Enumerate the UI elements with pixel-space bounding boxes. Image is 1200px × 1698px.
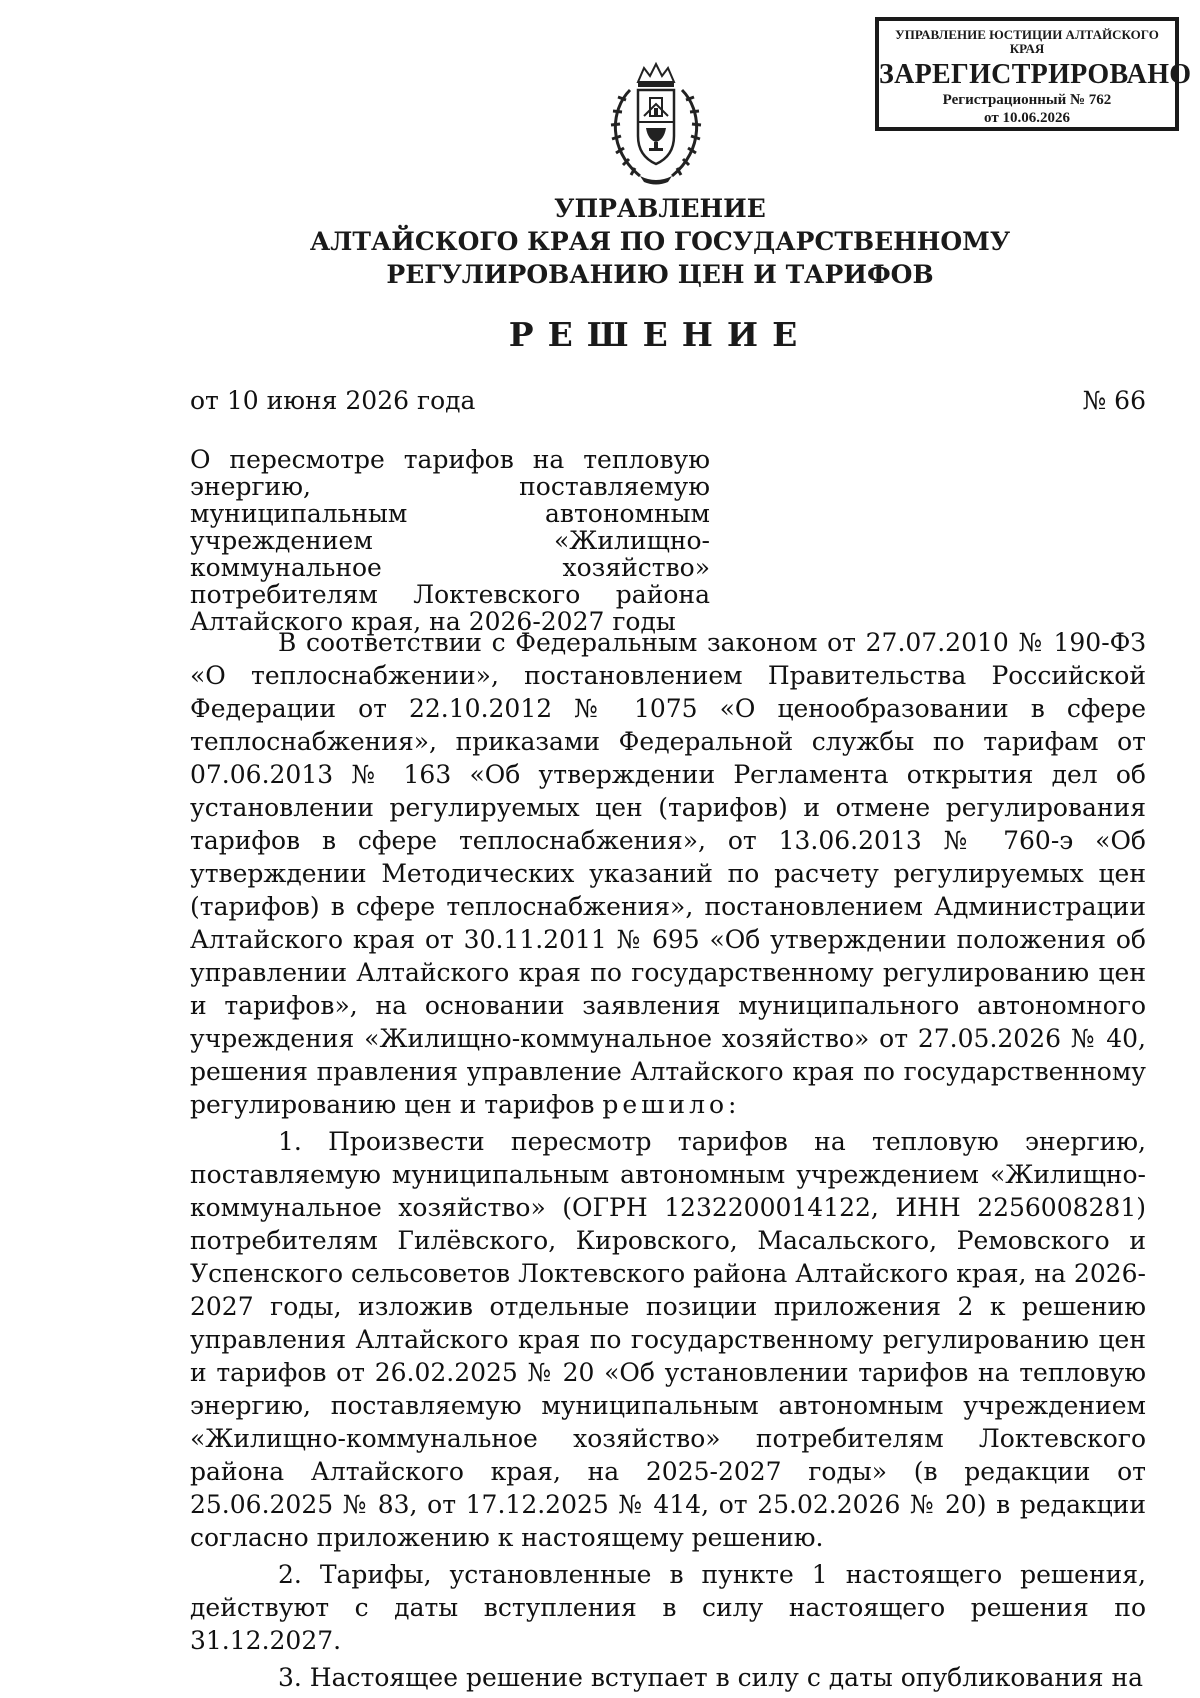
document-type: РЕШЕНИЕ [508, 315, 812, 354]
document-date: от 10 июня 2026 года [190, 386, 476, 415]
decided-word: решило: [602, 1090, 741, 1119]
item-1: 1. Произвести пересмотр тарифов на тепловую энергию, поставляемую муниципальным автономным учреждением «Жилищно-коммунальное хозяйство» (ОГРН 1232200014122, ИНН 2256008281) потребителям Гилёвского, Кировского, Масальского, Ремовского и Успенского сельсоветов Локтевского района Алтайского края, на 2026-2027 годы, изложив отдельные позиции приложения 2 к решению управления Алтайского края по государственному регулированию цен и тарифов от 26.02.2025 № 20 «Об установлении тарифов на тепловую энергию, поставляемую муниципальным автономным учреждением «Жилищно-коммунальное хозяйство» потребителям Локтевского района Алтайского края, на 2025-2027 годы» (в редакции от 25.06.2025 № 83, от 17.12.2025 № 414, от 25.02.2026 № 20) в редакции согласно приложению к настоящему решению. [190, 1127, 1146, 1552]
altai-krai-coat-of-arms-icon [600, 60, 712, 188]
preamble-text: В соответствии с Федеральным законом от 27.07.2010 № 190-ФЗ «О теплоснабжении», постановлением Правительства Российской Федерации от 22.10.2012 № 1075 «О ценообразовании в сфере теплоснабжения», приказами Федеральной службы по тарифам от 07.06.2013 № 163 «Об утверждении Регламента открытия дел об установлении регулируемых цен (тарифов) и отмене регулирования тарифов в сфере теплоснабжения», от 13.06.2013 № 760-э «Об утверждении Методических указаний по расчету регулируемых цен (тарифов) в сфере теплоснабжения», постановлением Администрации Алтайского края от 30.11.2011 № 695 «Об утверждении положения об управлении Алтайского края по государственному регулированию цен и тарифов», на основании заявления муниципального автономного учреждения «Жилищно-коммунальное хозяйство» от 27.05.2026 № 40, решения правления управление Алтайского края по государственному регулированию цен и тарифов [190, 628, 1146, 1119]
agency-line-3: РЕГУЛИРОВАНИЮ ЦЕН И ТАРИФОВ [386, 260, 934, 289]
registration-stamp [875, 17, 1192, 131]
agency-header [0, 192, 1200, 291]
preamble-paragraph [190, 626, 1146, 1121]
document-body [190, 626, 1146, 1698]
stamp-organization: УПРАВЛЕНИЕ ЮСТИЦИИ АЛТАЙСКОГО КРАЯ [895, 27, 1159, 56]
date-number-row [190, 386, 1146, 415]
agency-line-1: УПРАВЛЕНИЕ [554, 194, 766, 223]
stamp-reg-number: Регистрационный № 762 [942, 92, 1112, 108]
item-2: 2. Тарифы, установленные в пункте 1 настоящего решения, действуют с даты вступления в силу настоящего решения по 31.12.2027. [190, 1560, 1146, 1655]
stamp-reg-date: от 10.06.2026 [984, 110, 1070, 126]
stamp-status: ЗАРЕГИСТРИРОВАНО [879, 59, 1192, 90]
document-subject: О пересмотре тарифов на тепловую энергию, поставляемую муниципальным автономным учреждением «Жилищно-коммунальное хозяйство» потребителям Локтевского района Алтайского края, на 2026-2027 годы [190, 445, 710, 636]
item-3: 3. Настоящее решение вступает в силу с даты опубликования на [278, 1663, 1144, 1692]
document-number: № 66 [1082, 386, 1146, 415]
agency-line-2: АЛТАЙСКОГО КРАЯ ПО ГОСУДАРСТВЕННОМУ [309, 227, 1011, 256]
